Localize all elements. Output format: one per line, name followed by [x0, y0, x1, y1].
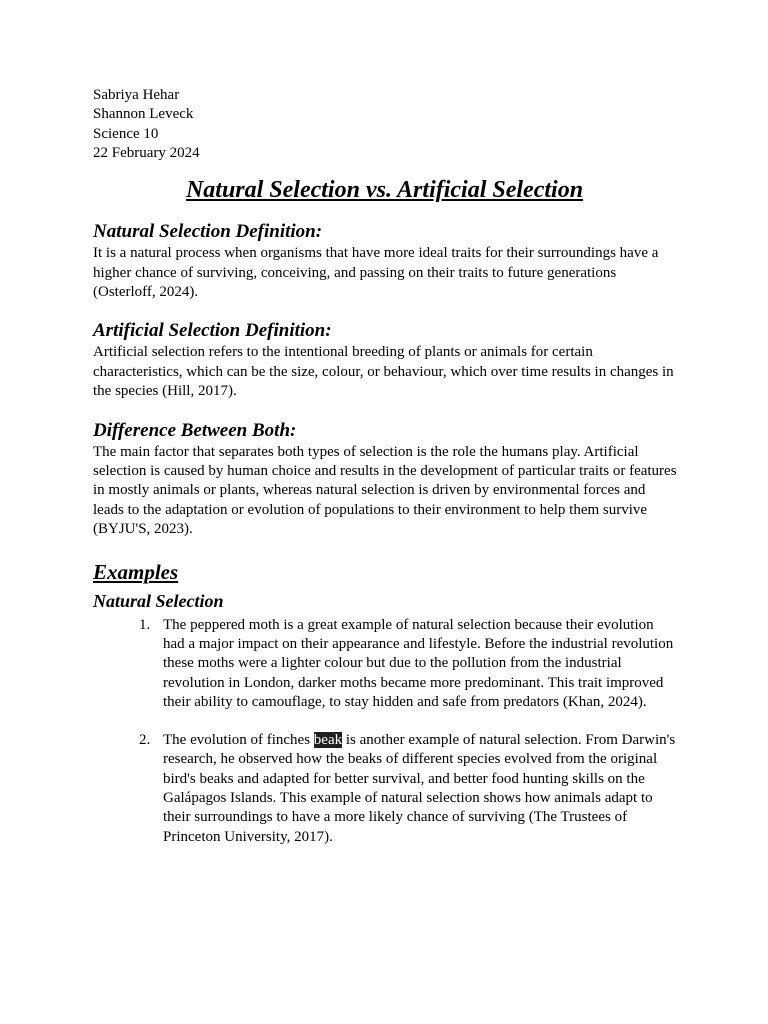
- artificial-definition-section: [93, 319, 678, 401]
- natural-selection-subheading: Natural Selection: [93, 590, 224, 611]
- list-item-text-before: The evolution of finches: [163, 731, 314, 748]
- difference-text: The main factor that separates both types of selection is the role the humans play. Artificial selection is caused by human choice and results in the development of particular traits or features in mostly animals or plants, whereas natural selection is driven by environmental forces and leads to the adaptation or evolution of populations to their environment to help them survive (BYJU'S, 2023).: [93, 443, 677, 538]
- natural-definition-section: [93, 220, 678, 302]
- document-title: Natural Selection vs. Artificial Selection: [185, 177, 584, 204]
- list-item-number: 1.: [139, 616, 151, 633]
- natural-definition-heading: Natural Selection Definition:: [93, 221, 323, 243]
- header-block: [93, 86, 678, 163]
- student-name: Sabriya Hehar: [93, 87, 180, 103]
- difference-heading: Difference Between Both:: [93, 419, 297, 441]
- document-date: 22 February 2024: [93, 144, 200, 161]
- list-item-text-after: is another example of natural selection. From Darwin's research, he observed how the beaks of different species evolved from the original bird's beaks and adapted for better survival, and better food hunting skills on the Galápagos Islands. This example of natural selection shows how animals adapt to their surroundings to have a more likely chance of surviving (The Trustees of Princeton University, 2017).: [163, 731, 676, 845]
- artificial-definition-text: Artificial selection refers to the intentional breeding of plants or animals for certain characteristics, which can be the size, colour, or behaviour, which over time results in changes in the species (Hill, 2017).: [93, 344, 674, 400]
- examples-section: [93, 559, 678, 847]
- list-item-number: 2.: [139, 731, 151, 748]
- course-name: Science 10: [93, 125, 159, 142]
- teacher-name: Shannon Leveck: [93, 106, 194, 123]
- list-item-text: The peppered moth is a great example of natural selection because their evolution had a major impact on their appearance and lifestyle. Before the industrial revolution these moths were a lighter colour but due to the pollution from the industrial revolution in London, darker moths became more predominant. This trait improved their ability to camouflage, to stay hidden and safe from predators (Khan, 2024).: [163, 616, 674, 711]
- document-body: [93, 86, 678, 847]
- natural-definition-text: It is a natural process when organisms that have more ideal traits for their surroundings have a higher chance of surviving, conceiving, and passing on their traits to future generations (Osterloff, 2024).: [93, 245, 659, 300]
- highlighted-word[interactable]: beak: [313, 731, 343, 748]
- list-item: [93, 616, 678, 713]
- artificial-definition-heading: Artificial Selection Definition:: [93, 320, 332, 342]
- examples-heading: Examples: [93, 559, 179, 584]
- list-item: [93, 731, 678, 847]
- difference-section: [93, 419, 678, 540]
